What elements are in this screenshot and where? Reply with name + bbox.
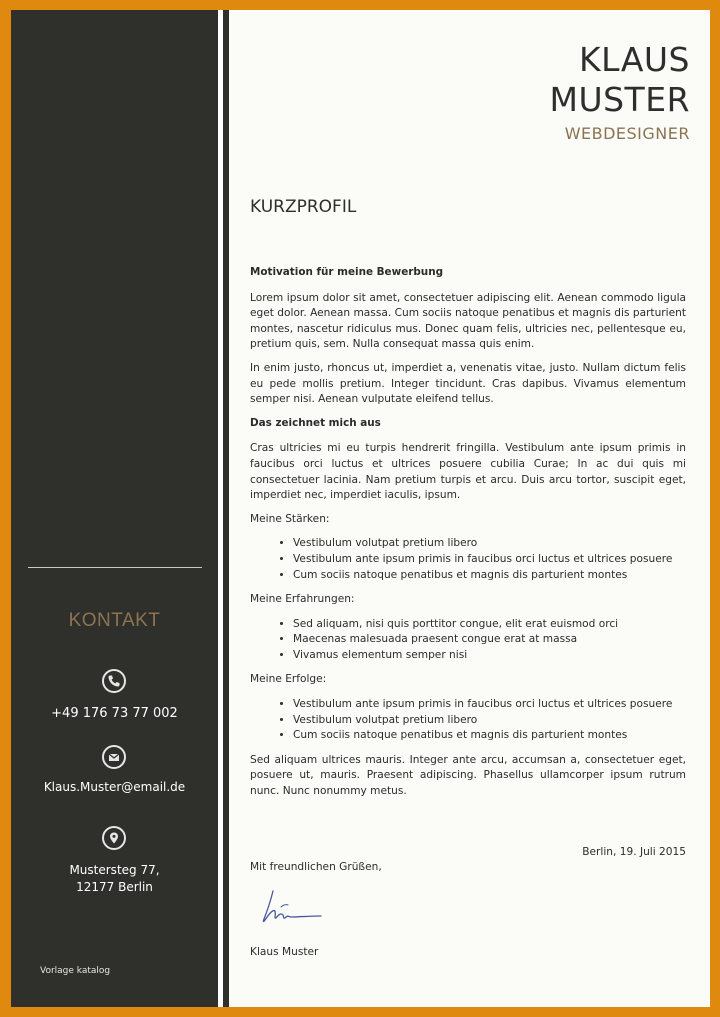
last-name: MUSTER (549, 80, 690, 119)
sidebar (11, 10, 218, 1007)
contact-street: Mustersteg 77, (69, 863, 160, 877)
phone-icon (102, 669, 126, 693)
job-title: WEBDESIGNER (564, 124, 690, 143)
signature-name: Klaus Muster (250, 946, 319, 958)
strengths-list (250, 536, 686, 583)
list-item: • Vestibulum volutpat pretium libero (293, 536, 686, 552)
contact-heading: KONTAKT (68, 610, 161, 631)
motivation-heading: Motivation für meine Bewerbung (250, 266, 444, 278)
traits-intro: Cras ultricies mi eu turpis hendrerit fringilla. Vestibulum ante ipsum primis in faucibus orci luctus et ultrices posuere cubilia Curae; In ac dui quis mi consectetuer lacinia. Nam pretium turpis et arcu. Duis arcu tortor, suscipit eget, imperdiet nec, imperdiet iaculis, ipsum. (250, 442, 686, 502)
list-item: • Cum sociis natoque penatibus et magnis dis parturient montes (293, 568, 686, 584)
list-item: • Maecenas malesuada praesent congue erat at massa (293, 632, 686, 648)
applicant-name (549, 40, 690, 120)
strengths-label: Meine Stärken: (250, 512, 330, 525)
resume-sheet (11, 10, 710, 1007)
list-item: • Vestibulum ante ipsum primis in faucibus orci luctus et ultrices posuere (293, 697, 686, 713)
list-item: • Vestibulum ante ipsum primis in faucibus orci luctus et ultrices posuere (293, 552, 686, 568)
success-label: Meine Erfolge: (250, 673, 327, 686)
traits-heading: Das zeichnet mich aus (250, 416, 381, 429)
contact-email[interactable]: Klaus.Muster@email.de (43, 780, 186, 794)
list-item: • Vivamus elementum semper nisi (293, 648, 686, 664)
location-icon (102, 826, 126, 850)
signature-image (259, 887, 329, 935)
motivation-paragraph-2: In enim justo, rhoncus ut, imperdiet a, venenatis vitae, justo. Nullam dictum felis eu pede mollis pretium. Integer tincidunt. Cras dapibus. Vivamus elementum semper nisi. Aenean vulputate eleifend tellus. (250, 361, 686, 406)
experience-label: Meine Erfahrungen: (250, 593, 355, 606)
first-name: KLAUS (579, 40, 690, 79)
closing-paragraph: Sed aliquam ultrices mauris. Integer ante arcu, accumsan a, consectetuer eget, posuere ut, mauris. Praesent adipiscing. Phasellus ullamcorper ipsum rutrum nunc. Nunc nonummy metus. (250, 753, 686, 798)
letter-body (250, 265, 686, 808)
email-icon (102, 745, 126, 769)
list-item: • Cum sociis natoque penatibus et magnis dis parturient montes (293, 728, 686, 744)
list-item: • Vestibulum volutpat pretium libero (293, 713, 686, 729)
success-list (250, 697, 686, 744)
sidebar-divider (28, 567, 202, 568)
experience-list (250, 617, 686, 664)
motivation-paragraph-1: Lorem ipsum dolor sit amet, consectetuer adipiscing elit. Aenean commodo ligula eget dolor. Aenean massa. Cum sociis natoque penatibus et magnis dis parturient montes, nascetur ridiculus mus. Donec quam felis, ultricies nec, pellentesque eu, pretium quis, sem. Nulla consequat massa quis enim. (250, 291, 686, 351)
main-content (229, 10, 710, 1007)
list-item: • Sed aliquam, nisi quis porttitor congue, elit erat euismod orci (293, 617, 686, 633)
contact-city: 12177 Berlin (76, 880, 153, 894)
greeting: Mit freundlichen Grüßen, (250, 861, 382, 873)
section-title: KURZPROFIL (250, 197, 357, 217)
letter-date: Berlin, 19. Juli 2015 (582, 846, 686, 858)
watermark-text: Vorlage katalog (40, 966, 111, 976)
contact-phone[interactable]: +49 176 73 77 002 (51, 706, 178, 721)
